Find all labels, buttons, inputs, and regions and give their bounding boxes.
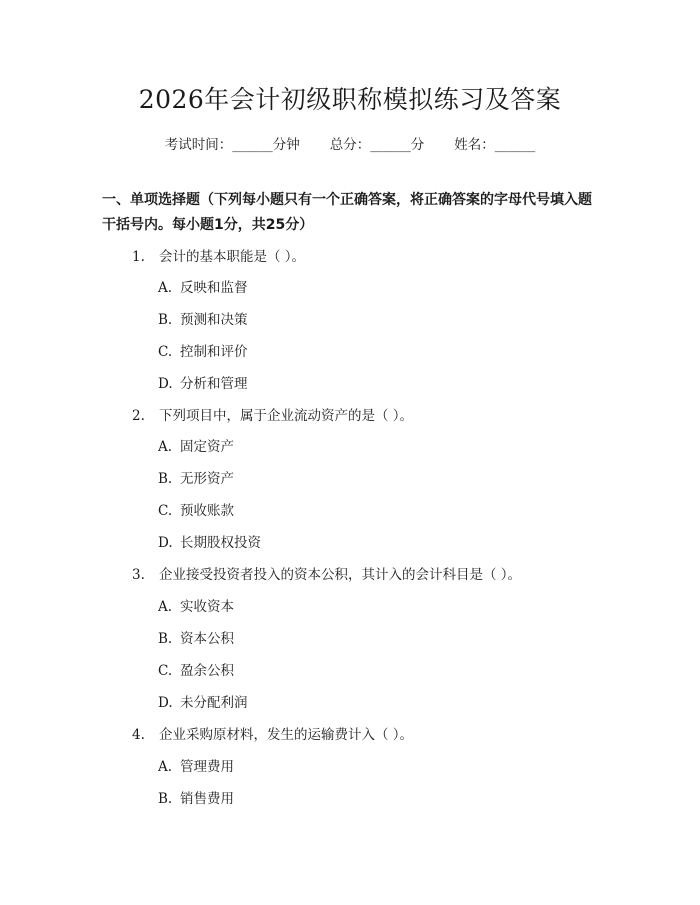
- question-text: 企业采购原材料，发生的运输费计入（ ）。: [159, 727, 414, 743]
- option-letter: C.: [158, 503, 173, 519]
- question-3-option-b: [158, 627, 234, 647]
- section-heading: 一、单项选择题（下列每小题只有一个正确答案，将正确答案的字母代号填入题干括号内。每小题1分，共25分）: [102, 192, 592, 233]
- question-1-option-c: [158, 340, 248, 360]
- exam-time-label: 考试时间：______分钟: [164, 137, 300, 153]
- option-text: 分析和管理: [180, 376, 248, 392]
- total-score-label: 总分：______分: [329, 137, 425, 153]
- option-letter: B.: [158, 631, 173, 647]
- option-letter: D.: [158, 535, 173, 551]
- question-3-option-d: [158, 691, 248, 711]
- option-text: 固定资产: [180, 439, 234, 455]
- option-letter: B.: [158, 312, 173, 328]
- question-3-option-c: [158, 659, 234, 679]
- option-text: 资本公积: [180, 631, 234, 647]
- question-2-stem: [132, 404, 413, 424]
- question-3-option-a: [158, 595, 234, 615]
- question-4-option-b: [158, 787, 234, 807]
- option-text: 预测和决策: [180, 312, 248, 328]
- option-text: 控制和评价: [180, 344, 248, 360]
- question-2-option-d: [158, 531, 261, 551]
- question-number: 4.: [132, 727, 145, 743]
- question-2-option-a: [158, 435, 234, 455]
- option-letter: C.: [158, 663, 173, 679]
- question-3-stem: [132, 563, 521, 583]
- option-text: 销售费用: [180, 791, 234, 807]
- question-1-option-d: [158, 372, 248, 392]
- question-1-option-a: [158, 276, 248, 296]
- option-text: 反映和监督: [180, 280, 248, 296]
- option-letter: B.: [158, 791, 173, 807]
- option-letter: C.: [158, 344, 173, 360]
- option-letter: A.: [158, 759, 173, 775]
- question-1-option-b: [158, 308, 248, 328]
- question-number: 3.: [132, 567, 145, 583]
- question-4-stem: [132, 723, 413, 743]
- option-text: 长期股权投资: [180, 535, 261, 551]
- option-letter: A.: [158, 599, 173, 615]
- question-text: 企业接受投资者投入的资本公积，其计入的会计科目是（ ）。: [159, 567, 522, 583]
- question-text: 会计的基本职能是（ ）。: [159, 249, 306, 265]
- question-text: 下列项目中，属于企业流动资产的是（ ）。: [159, 408, 414, 424]
- option-letter: A.: [158, 439, 173, 455]
- option-text: 管理费用: [180, 759, 234, 775]
- option-text: 实收资本: [180, 599, 234, 615]
- student-name-label: 姓名：______: [454, 137, 536, 153]
- exam-meta-line: [0, 133, 700, 153]
- question-number: 2.: [132, 408, 145, 424]
- page-title: 2026年会计初级职称模拟练习及答案: [138, 85, 562, 114]
- option-text: 预收账款: [180, 503, 234, 519]
- question-2-option-c: [158, 499, 234, 519]
- option-letter: D.: [158, 376, 173, 392]
- question-number: 1.: [132, 249, 145, 265]
- option-letter: D.: [158, 695, 173, 711]
- option-text: 无形资产: [180, 471, 234, 487]
- question-4-option-a: [158, 755, 234, 775]
- question-2-option-b: [158, 467, 234, 487]
- option-text: 盈余公积: [180, 663, 234, 679]
- option-text: 未分配利润: [180, 695, 248, 711]
- option-letter: B.: [158, 471, 173, 487]
- option-letter: A.: [158, 280, 173, 296]
- question-1-stem: [132, 245, 305, 265]
